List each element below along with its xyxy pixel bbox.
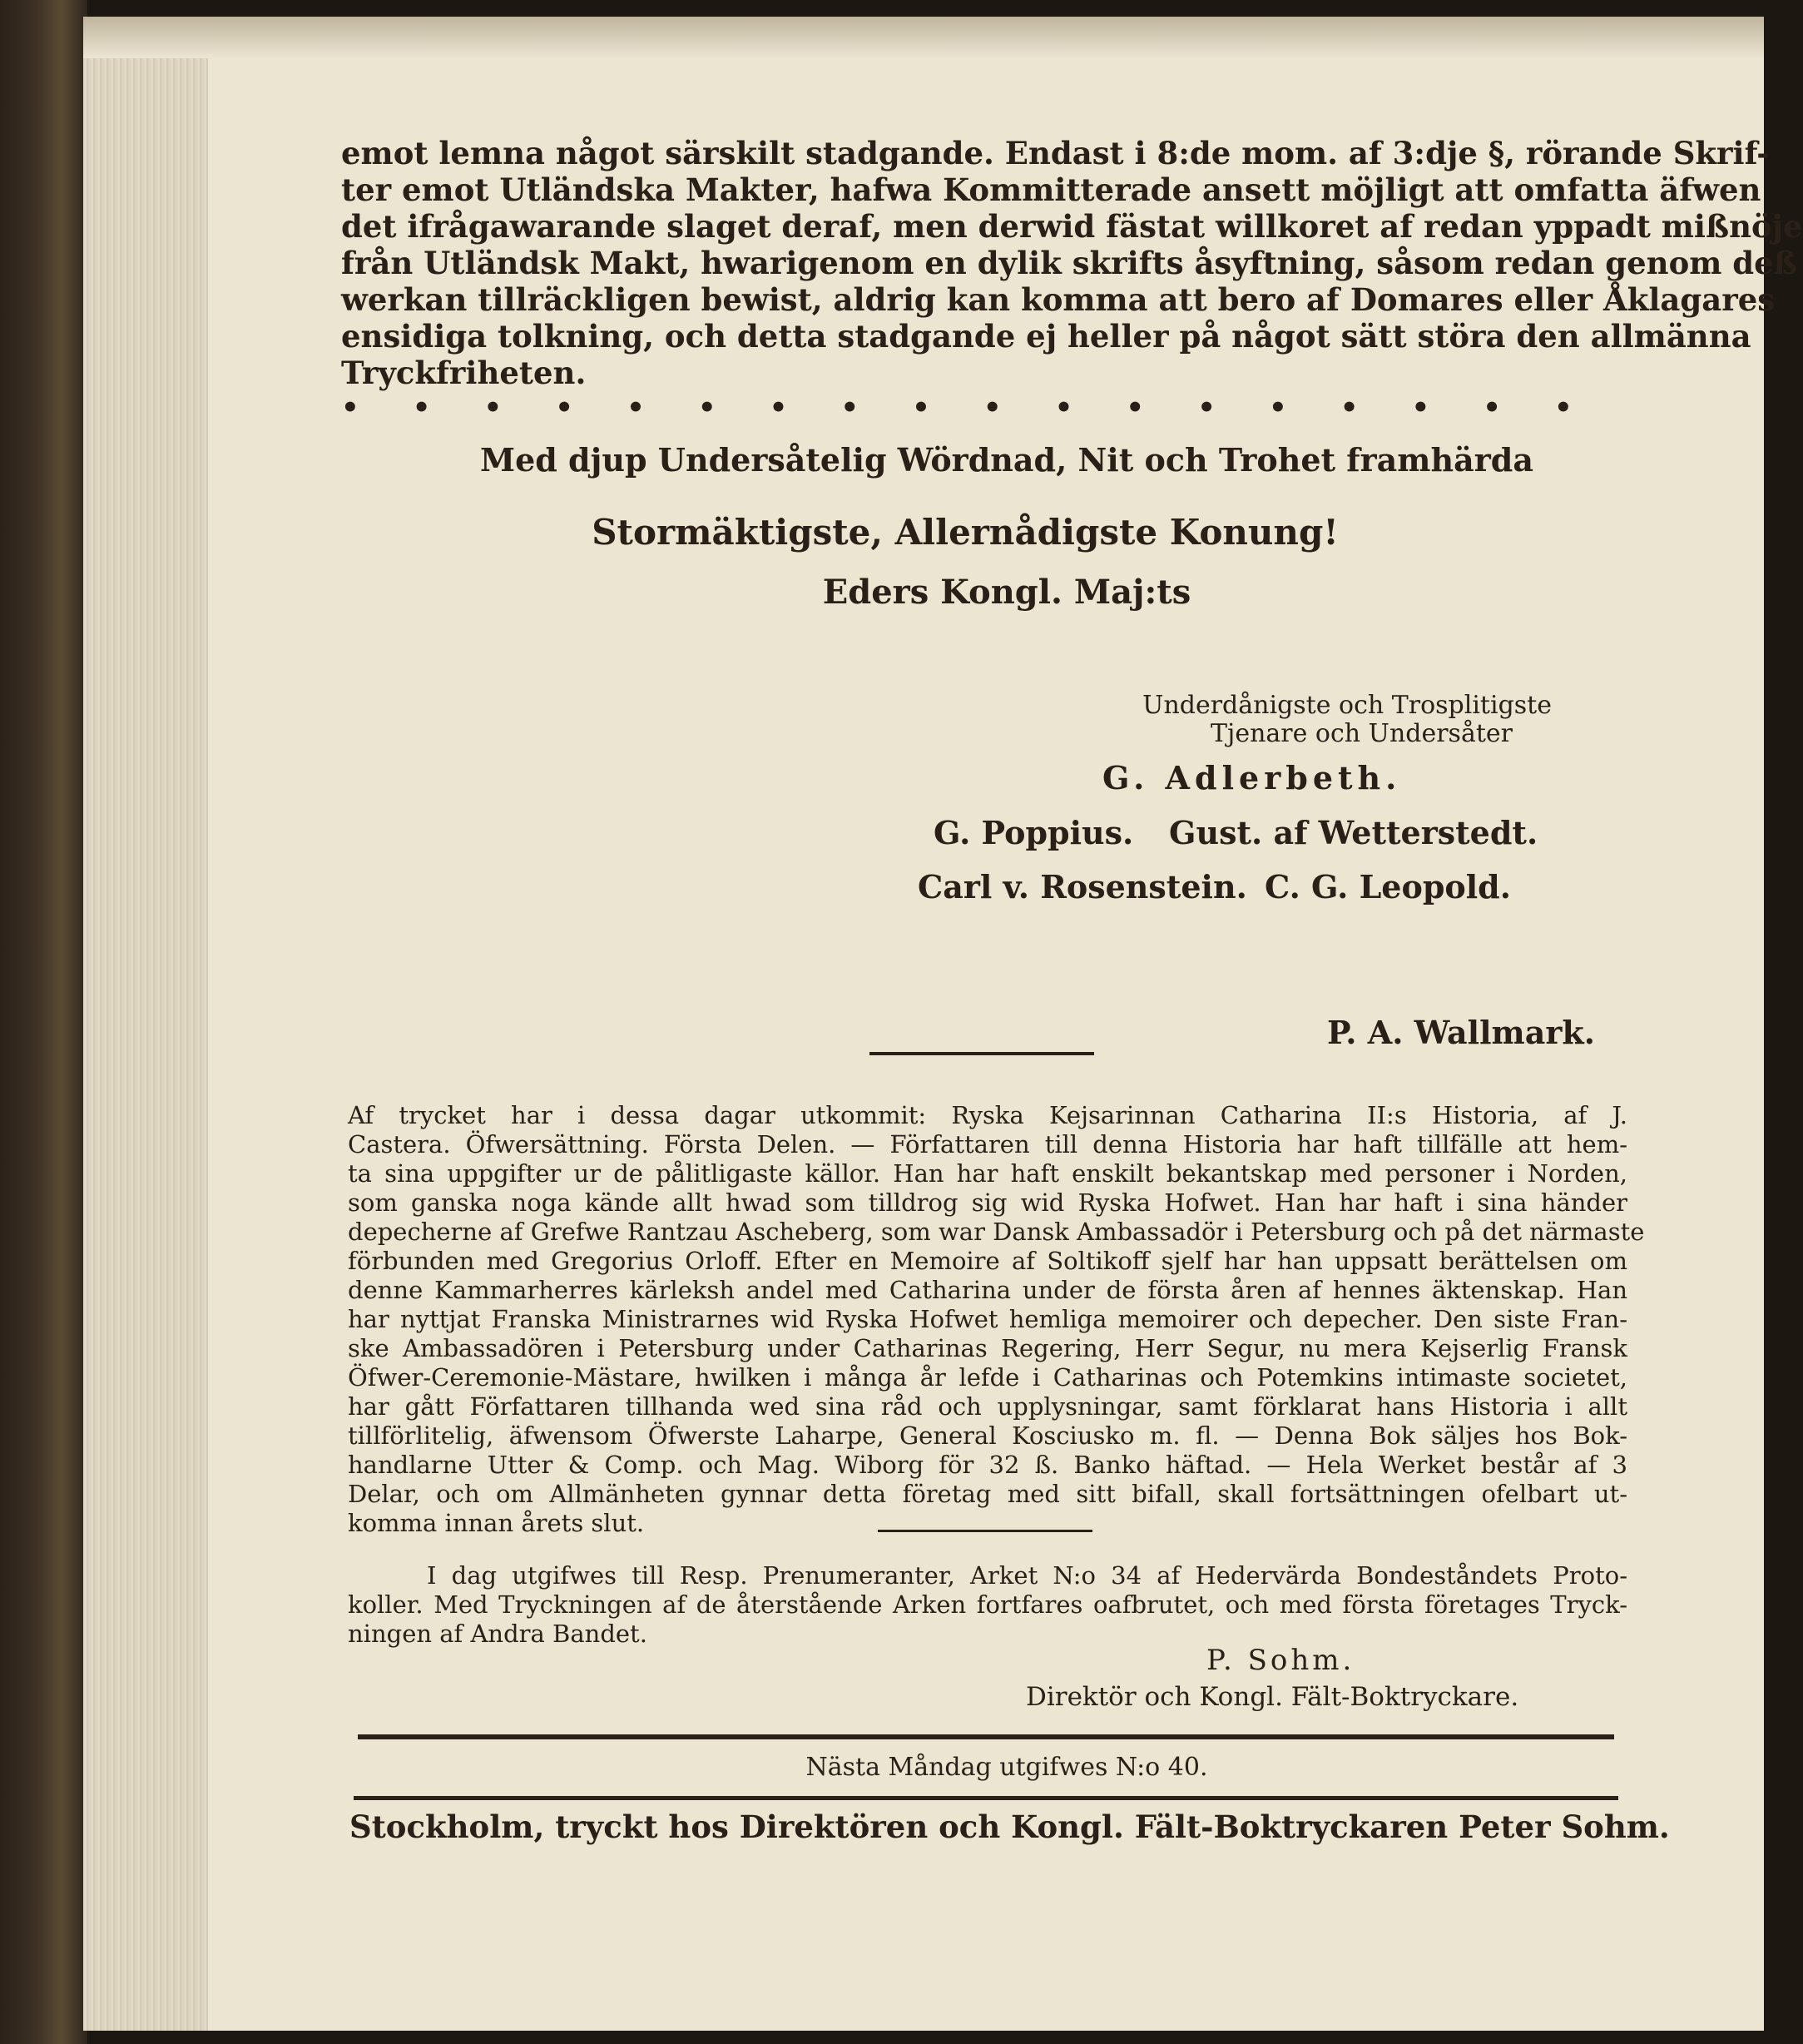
printer-name: P. Sohm. [1206,1644,1355,1677]
text-line: emot lemna något särskilt stadgande. Endast i 8:de mom. af 3:dje §, rörande Skrif- [341,135,1770,171]
text-line: I dag utgifwes till Resp. Prenumeranter, Arket N:o 34 af Hedervärda Bondeståndets Proto- [427,1561,1627,1590]
text-line: ske Ambassadören i Petersburg under Catharinas Regering, Herr Segur, nu mera Kejserlig Fransk [348,1334,1627,1362]
signature-title-line-1: Underdånigste och Trosplitigste [1142,691,1552,720]
text-line: Tryckfriheten. [341,355,587,391]
text-line: förbunden med Gregorius Orloff. Efter en Memoire af Soltikoff sjelf har han uppsatt berättelsen om [348,1247,1627,1275]
text-line: Delar, och om Allmänheten gynnar detta företag med sitt bifall, skall fortsättningen ofelbart ut- [348,1480,1627,1508]
text-line: handlarne Utter & Comp. och Mag. Wiborg för 32 ß. Banko häftad. — Hela Werket består af 3 [348,1451,1627,1479]
notice-paragraph [348,1101,1645,1538]
text-line: har nyttjat Franska Ministrarnes wid Ryska Hofwet hemliga memoirer och depecher. Den siste Fran- [348,1305,1627,1333]
signatory-wallmark: P. A. Wallmark. [1327,1014,1595,1051]
separator-rule [869,1052,1094,1055]
text-line: koller. Med Tryckningen af de återstående Arken fortfares oafbrutet, och med första företages Tryck- [348,1590,1627,1619]
ellipsis-dots-row: • • • • • • • • • • • • • • • • • • [341,391,1573,424]
closing-line-1: Med djup Undersåtelig Wördnad, Nit och Trohet framhärda [480,441,1533,479]
signatory-wetterstedt: Gust. af Wetterstedt. [1169,814,1538,851]
footer-rule-bottom [354,1796,1618,1800]
signatory-poppius: G. Poppius. [934,814,1134,851]
text-line: som ganska noga kände allt hwad som tilldrog sig wid Ryska Hofwet. Han har haft i sina händer [348,1188,1627,1217]
announcement-paragraph [348,1561,1627,1649]
text-line: ter emot Utländska Makter, hafwa Kommitterade ansett möjligt att omfatta äfwen [341,171,1761,208]
next-issue-note: Nästa Måndag utgifwes N:o 40. [805,1753,1208,1782]
signatory-adlerbeth: G. Adlerbeth. [1102,759,1402,796]
text-line: ningen af Andra Bandet. [348,1620,647,1648]
signatory-rosenstein: Carl v. Rosenstein. [918,868,1247,905]
text-line: ta sina uppgifter ur de pålitligaste källor. Han har haft enskilt bekantskap med personer i Norden, [348,1159,1627,1188]
text-line: ensidiga tolkning, och detta stadgande ej heller på något sätt störa den allmänna [341,318,1751,355]
printer-title: Direktör och Kongl. Fält-Boktryckare. [1026,1682,1519,1712]
body-paragraph [341,135,1803,391]
text-line: denne Kammarherres kärleksh andel med Catharina under de första åren af hennes äktenskap. Han [348,1276,1627,1304]
closing-line-3: Eders Kongl. Maj:ts [822,573,1191,612]
text-line: komma innan årets slut. [348,1509,645,1537]
text-line: har gått Författaren tillhanda wed sina råd och upplysningar, samt förklarat hans Historia i allt [348,1392,1627,1421]
text-line: Öfwer-Ceremonie-Mästare, hwilken i många år lefde i Catharinas och Potemkins intimaste societet, [348,1363,1627,1392]
text-line: Af trycket har i dessa dagar utkommit: Ryska Kejsarinnan Catharina II:s Historia, af J. [348,1101,1627,1129]
signatory-leopold: C. G. Leopold. [1265,868,1511,905]
imprint-line: Stockholm, tryckt hos Direktören och Kongl. Fält-Boktryckaren Peter Sohm. [349,1808,1670,1845]
footer-rule-top [358,1734,1614,1739]
signature-title-line-2: Tjenare och Undersåter [1211,719,1513,748]
text-line: depecherne af Grefwe Rantzau Ascheberg, som war Dansk Ambassadör i Petersburg och på det närmaste [348,1218,1645,1246]
closing-line-2: Stormäktigste, Allernådigste Konung! [592,512,1339,553]
text-line: werkan tillräckligen bewist, aldrig kan komma att bero af Domares eller Åklagares [341,281,1776,318]
text-line: det ifrågawarande slaget deraf, men derwid fästat willkoret af redan yppadt mißnöje [341,208,1803,245]
separator-rule [878,1530,1092,1532]
text-line: Castera. Öfwersättning. Första Delen. — Författaren till denna Historia har haft tillfälle att hem- [348,1130,1627,1158]
text-line: från Utländsk Makt, hwarigenom en dylik skrifts åsyftning, såsom redan genom deß [341,245,1797,281]
text-line: tillförlitelig, äfwensom Öfwerste Laharpe, General Kosciusko m. fl. — Denna Bok säljes hos Bok- [348,1421,1627,1450]
